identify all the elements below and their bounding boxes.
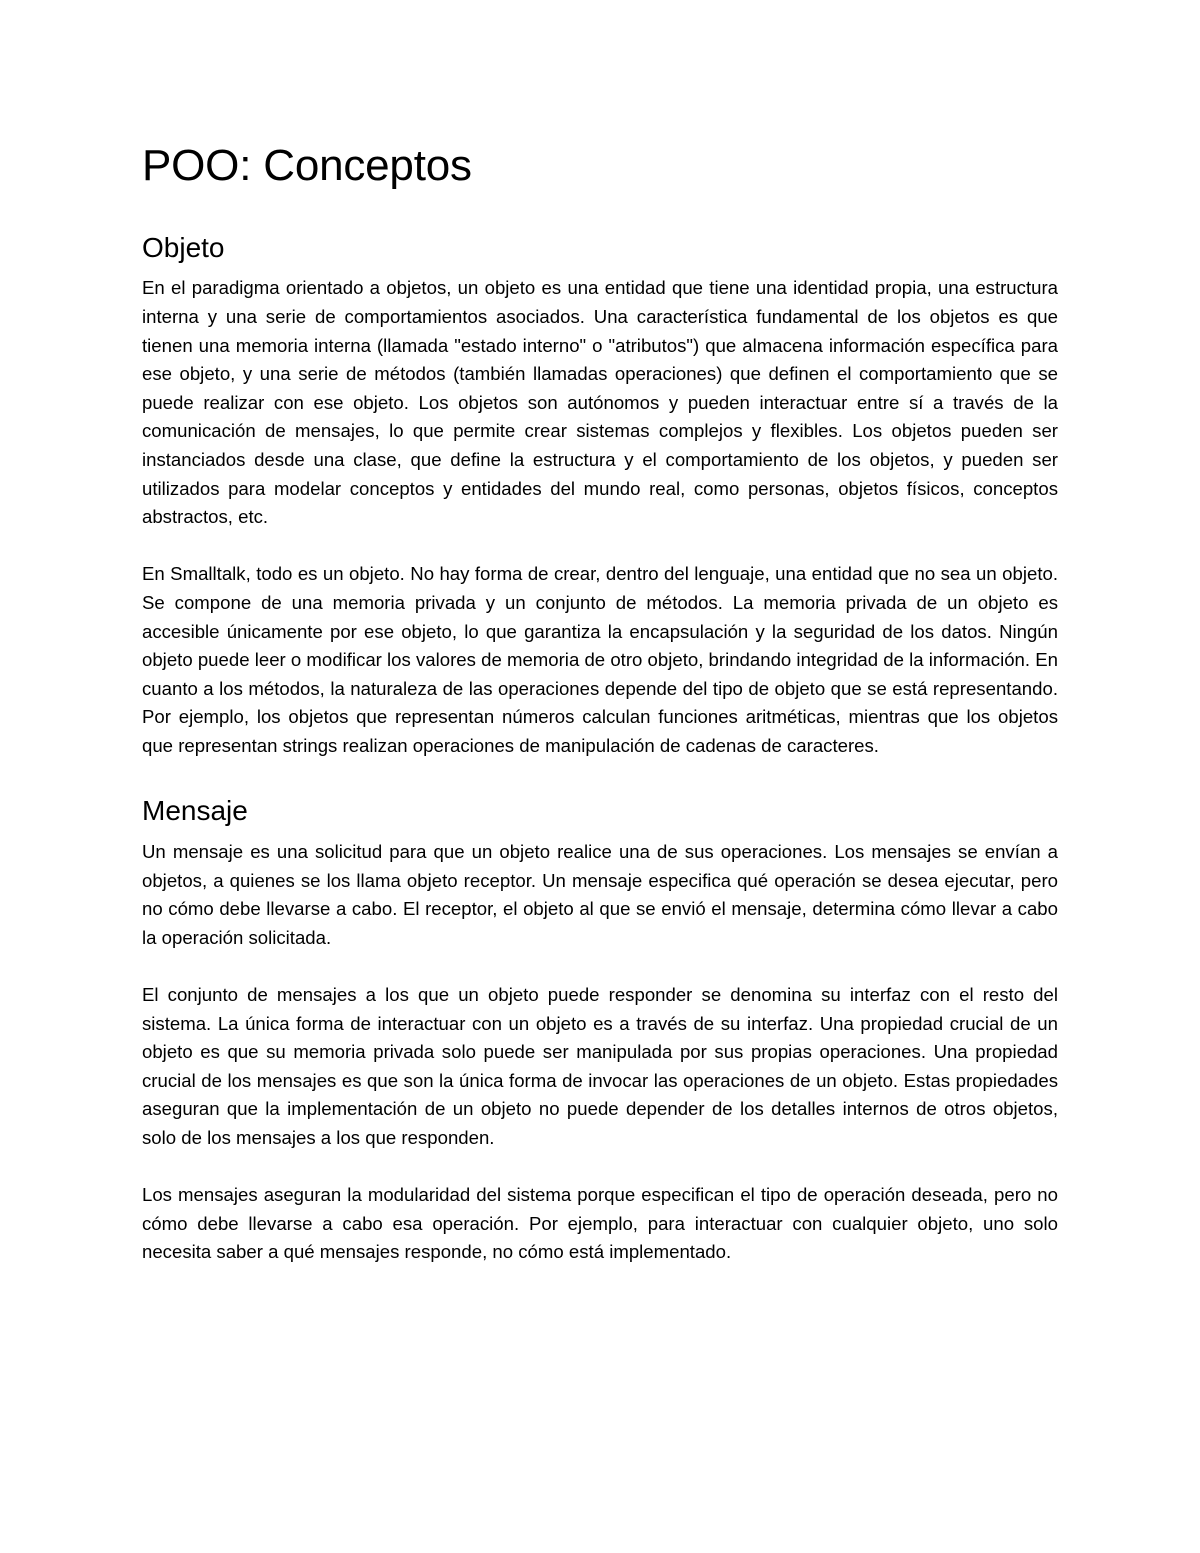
paragraph-mensaje-1: Un mensaje es una solicitud para que un objeto realice una de sus operaciones. Los mensajes se envían a objetos, a quienes se los llama objeto receptor. Un mensaje especifica qué operación se desea ejecutar, pero no cómo debe llevarse a cabo. El receptor, el objeto al que se envió el mensaje, determina cómo llevar a cabo la operación solicitada. bbox=[142, 841, 1058, 948]
document-page bbox=[142, 140, 1058, 1267]
section-objeto bbox=[142, 231, 1058, 761]
paragraph-mensaje-2: El conjunto de mensajes a los que un objeto puede responder se denomina su interfaz con el resto del sistema. La única forma de interactuar con un objeto es a través de su interfaz. Una propiedad crucial de un objeto es que su memoria privada solo puede ser manipulada por sus propias operaciones. Una propiedad crucial de los mensajes es que son la única forma de invocar las operaciones de un objeto. Estas propiedades aseguran que la implementación de un objeto no puede depender de los detalles internos de otros objetos, solo de los mensajes a los que responden. bbox=[142, 984, 1058, 1149]
section-mensaje bbox=[142, 794, 1058, 1267]
document-title: POO: Conceptos bbox=[142, 141, 472, 190]
section-heading-mensaje: Mensaje bbox=[142, 795, 248, 827]
paragraph-mensaje-3: Los mensajes aseguran la modularidad del sistema porque especifican el tipo de operación deseada, pero no cómo debe llevarse a cabo esa operación. Por ejemplo, para interactuar con cualquier objeto, uno solo necesita saber a qué mensajes responde, no cómo está implementado. bbox=[142, 1184, 1058, 1263]
section-heading-objeto: Objeto bbox=[142, 231, 225, 263]
paragraph-objeto-1: En el paradigma orientado a objetos, un objeto es una entidad que tiene una identidad propia, una estructura interna y una serie de comportamientos asociados. Una característica fundamental de los objetos es que tienen una memoria interna (llamada "estado interno" o "atributos") que almacena información específica para ese objeto, y una serie de métodos (también llamadas operaciones) que definen el comportamiento que se puede realizar con ese objeto. Los objetos son autónomos y pueden interactuar entre sí a través de la comunicación de mensajes, lo que permite crear sistemas complejos y flexibles. Los objetos pueden ser instanciados desde una clase, que define la estructura y el comportamiento de los objetos, y pueden ser utilizados para modelar conceptos y entidades del mundo real, como personas, objetos físicos, conceptos abstractos, etc. bbox=[142, 277, 1058, 528]
paragraph-objeto-2: En Smalltalk, todo es un objeto. No hay forma de crear, dentro del lenguaje, una entidad que no sea un objeto. Se compone de una memoria privada y un conjunto de métodos. La memoria privada de un objeto es accesible únicamente por ese objeto, lo que garantiza la encapsulación y la seguridad de los datos. Ningún objeto puede leer o modificar los valores de memoria de otro objeto, brindando integridad de la información. En cuanto a los métodos, la naturaleza de las operaciones depende del tipo de objeto que se está representando. Por ejemplo, los objetos que representan números calculan funciones aritméticas, mientras que los objetos que representan strings realizan operaciones de manipulación de cadenas de caracteres. bbox=[142, 563, 1058, 756]
